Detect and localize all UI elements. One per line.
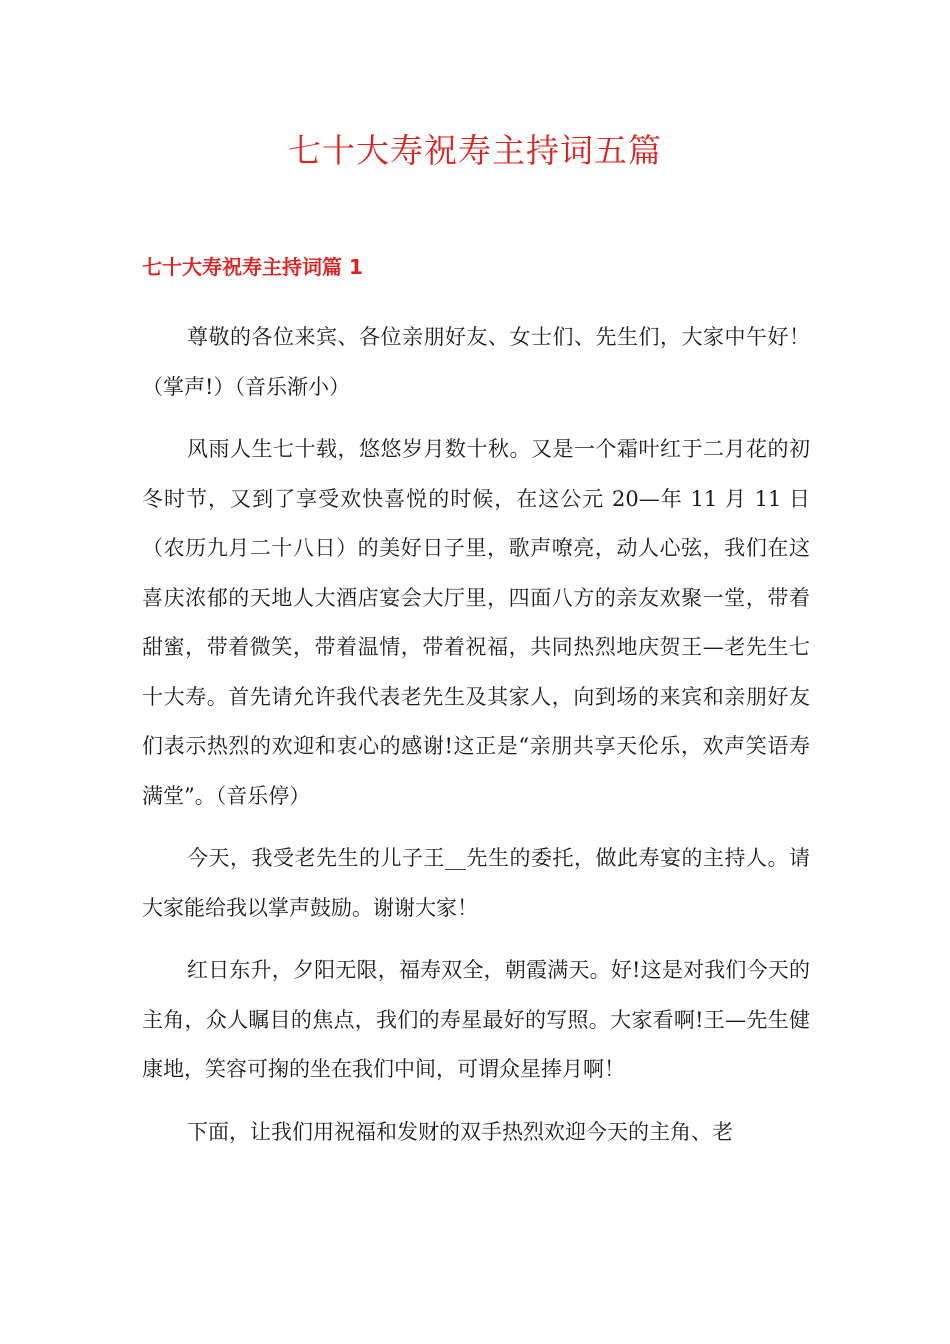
section-heading: 七十大寿祝寿主持词篇 1 [142,255,363,279]
paragraph: 今天，我受老先生的儿子王__先生的委托，做此寿宴的主持人。请大家能给我以掌声鼓励。谢谢大家！ [142,846,810,920]
paragraph: 尊敬的各位来宾、各位亲朋好友、女士们、先生们，大家中午好！（掌声!）（音乐渐小） [142,325,810,399]
document-title: 七十大寿祝寿主持词五篇 [288,131,662,170]
document-body [142,313,810,1170]
paragraph: 风雨人生七十载，悠悠岁月数十秋。又是一个霜叶红于二月花的初冬时节，又到了享受欢快喜悦的时候，在这公元 20—年 11 月 11 日（农历九月二十八日）的美好日子里，歌声嘹亮，动人心弦，我们在这喜庆浓郁的天地人大酒店宴会大厅里，四面八方的亲友欢聚一堂，带着甜蜜，带着微笑，带着温情，带着祝福，共同热烈地庆贺王—老先生七十大寿。首先请允许我代表老先生及其家人，向到场的来宾和亲朋好友们表示热烈的欢迎和衷心的感谢!这正是“亲朋共享天伦乐，欢声笑语寿满堂”。（音乐停） [142,437,810,808]
paragraph: 下面，让我们用祝福和发财的双手热烈欢迎今天的主角、老 [187,1119,733,1144]
paragraph: 红日东升，夕阳无限，福寿双全，朝霞满天。好!这是对我们今天的主角，众人瞩目的焦点，我们的寿星最好的写照。大家看啊!王—先生健康地，笑容可掬的坐在我们中间，可谓众星捧月啊！ [142,958,810,1081]
